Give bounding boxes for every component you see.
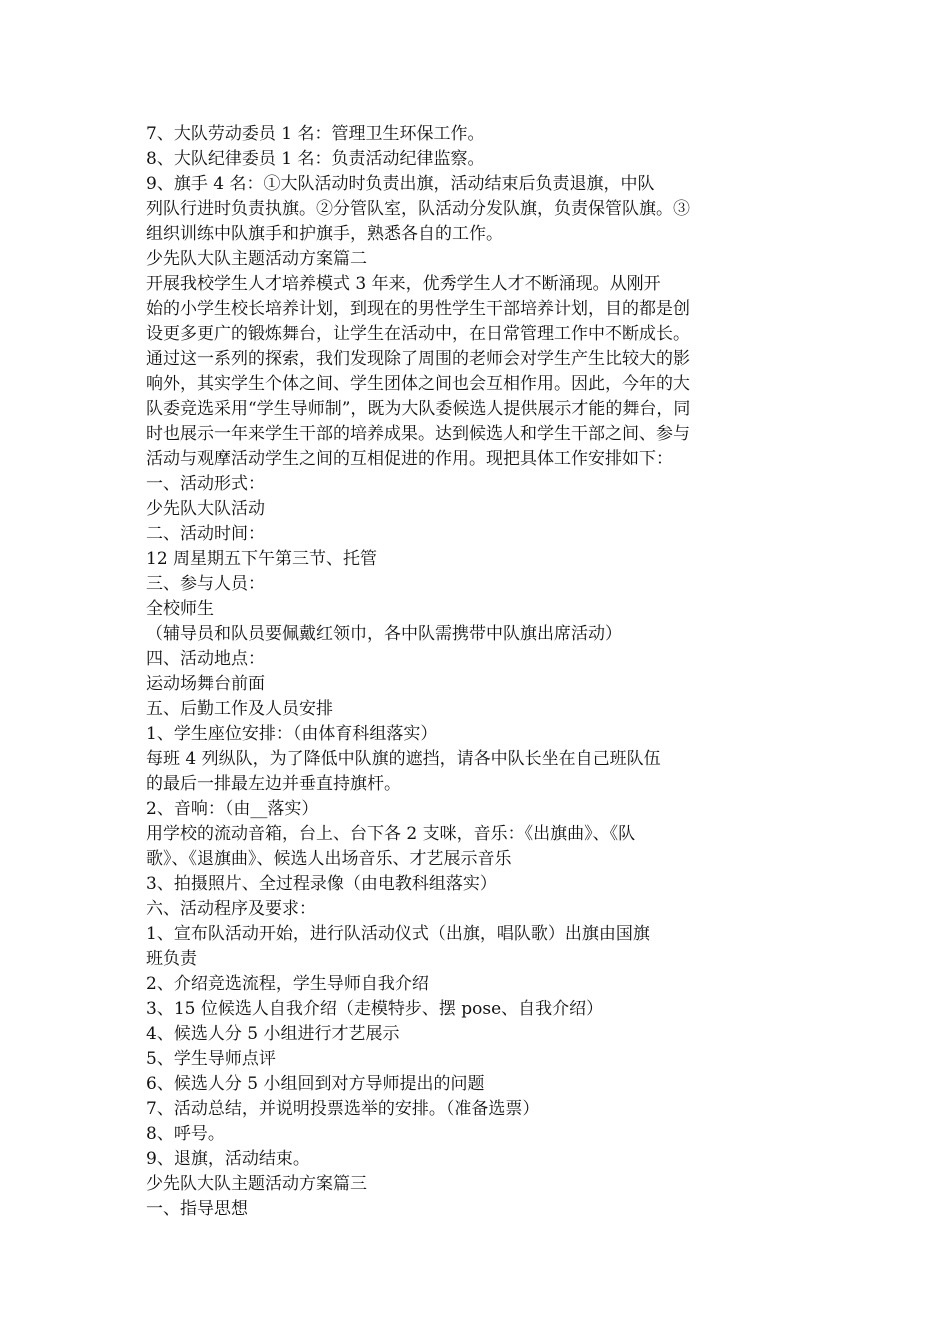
text-line: 少先队大队主题活动方案篇二	[146, 249, 367, 269]
text-line: 1、宣布队活动开始，进行队活动仪式（出旗，唱队歌）出旗由国旗	[146, 924, 650, 944]
text-line: 列队行进时负责执旗。②分管队室，队活动分发队旗，负责保管队旗。③	[146, 199, 690, 219]
text-line: 5、学生导师点评	[146, 1049, 276, 1069]
text-line: 活动与观摩活动学生之间的互相促进的作用。现把具体工作安排如下：	[146, 449, 673, 469]
text-line: 1、学生座位安排：（由体育科组落实）	[146, 724, 438, 744]
text-line: 一、指导思想	[146, 1199, 248, 1219]
text-line: 一、活动形式：	[146, 474, 265, 494]
text-line: 3、拍摄照片、全过程录像（由电教科组落实）	[146, 874, 497, 894]
text-line: 4、候选人分 5 小组进行才艺展示	[146, 1024, 400, 1044]
text-line: 3、15 位候选人自我介绍（走模特步、摆 pose、自我介绍）	[146, 999, 604, 1019]
text-line: 9、旗手 4 名：①大队活动时负责出旗，活动结束后负责退旗，中队	[146, 174, 655, 194]
text-line: 三、参与人员：	[146, 574, 265, 594]
text-line: 设更多更广的锻炼舞台，让学生在活动中，在日常管理工作中不断成长。	[146, 324, 690, 344]
text-line: 2、音响：（由__落实）	[146, 799, 319, 819]
text-line: 12 周星期五下午第三节、托管	[146, 549, 378, 569]
text-line: 8、大队纪律委员 1 名：负责活动纪律监察。	[146, 149, 485, 169]
text-line: 队委竞选采用“学生导师制”，既为大队委候选人提供展示才能的舞台，同	[146, 399, 691, 419]
text-line: 开展我校学生人才培养模式 3 年来，优秀学生人才不断涌现。从刚开	[146, 274, 661, 294]
text-line: 8、呼号。	[146, 1124, 225, 1144]
text-line: 用学校的流动音箱，台上、台下各 2 支咪，音乐：《出旗曲》、《队	[146, 824, 636, 844]
text-line: 通过这一系列的探索，我们发现除了周围的老师会对学生产生比较大的影	[146, 349, 690, 369]
text-line: 2、介绍竞选流程，学生导师自我介绍	[146, 974, 429, 994]
text-line: 始的小学生校长培养计划，到现在的男性学生干部培养计划，目的都是创	[146, 299, 690, 319]
document-body	[146, 122, 786, 1222]
text-line: 运动场舞台前面	[146, 674, 265, 694]
text-line: 7、活动总结，并说明投票选举的安排。（准备选票）	[146, 1099, 540, 1119]
text-line: 班负责	[146, 949, 197, 969]
text-line: 组织训练中队旗手和护旗手，熟悉各自的工作。	[146, 224, 503, 244]
text-line: （辅导员和队员要佩戴红领巾，各中队需携带中队旗出席活动）	[146, 624, 622, 644]
text-line: 时也展示一年来学生干部的培养成果。达到候选人和学生干部之间、参与	[146, 424, 690, 444]
text-line: 五、后勤工作及人员安排	[146, 699, 333, 719]
text-line: 少先队大队主题活动方案篇三	[146, 1174, 367, 1194]
text-line: 少先队大队活动	[146, 499, 265, 519]
text-line: 歌》、《退旗曲》、候选人出场音乐、才艺展示音乐	[146, 849, 512, 869]
text-line: 的最后一排最左边并垂直持旗杆。	[146, 774, 401, 794]
text-line: 四、活动地点：	[146, 649, 265, 669]
text-line: 7、大队劳动委员 1 名：管理卫生环保工作。	[146, 124, 485, 144]
text-line: 六、活动程序及要求：	[146, 899, 316, 919]
text-line: 全校师生	[146, 599, 214, 619]
text-line: 9、退旗，活动结束。	[146, 1149, 310, 1169]
text-line: 6、候选人分 5 小组回到对方导师提出的问题	[146, 1074, 485, 1094]
text-line: 每班 4 列纵队，为了降低中队旗的遮挡，请各中队长坐在自己班队伍	[146, 749, 661, 769]
text-line: 响外，其实学生个体之间、学生团体之间也会互相作用。因此，今年的大	[146, 374, 690, 394]
text-line: 二、活动时间：	[146, 524, 265, 544]
